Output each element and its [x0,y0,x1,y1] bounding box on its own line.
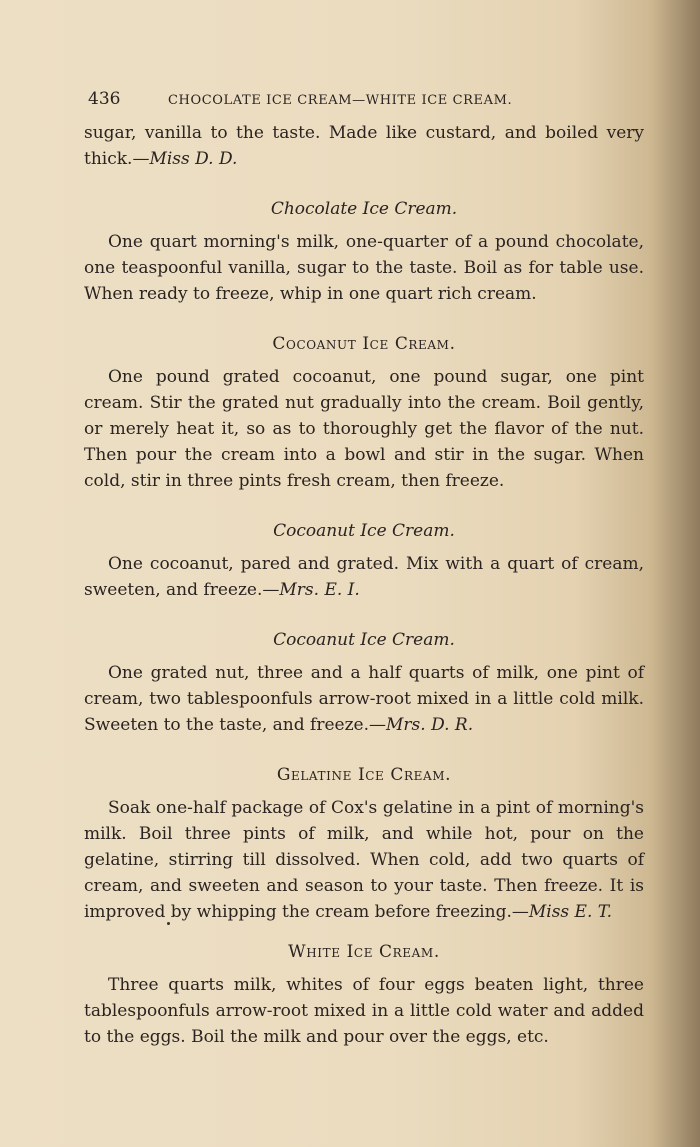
recipe-body-cocoanut-3: One grated nut, three and a half quarts of milk, one pint of cream, two tablespoonfuls arrow-root mixed in a little cold milk. Sweeten to the taste, and freeze.— [84,663,644,735]
page-header [84,86,644,112]
recipe-title-cocoanut-1: Cocoanut Ice Cream. [272,334,456,354]
recipe-title-cocoanut-2: Cocoanut Ice Cream. [273,521,455,541]
continuation-signature: Miss D. D. [149,149,238,169]
recipe-signature-cocoanut-2: Mrs. E. I. [279,580,360,600]
recipe-paragraph-gelatine [84,795,644,925]
ink-speck [167,922,170,925]
recipe-body-cocoanut-2: One cocoanut, pared and grated. Mix with a quart of cream, sweeten, and freeze.— [84,554,644,600]
recipe-title-gelatine: Gelatine Ice Cream. [276,765,452,785]
recipe-body-chocolate: One quart morning's milk, one-quarter of a pound chocolate, one teaspoonful vanilla, sugar to the taste. Boil as for table use. When ready to freeze, whip in one quart rich cream. [84,232,644,304]
recipe-body-cocoanut-1: One pound grated cocoanut, one pound sugar, one pint cream. Stir the grated nut gradually into the cream. Boil gently, or merely heat it, so as to thoroughly get the flavor of the nut. Then pour the cream into a bowl and stir in the sugar. When cold, stir in three pints fresh cream, then freeze. [84,367,644,491]
page-content [84,86,644,1050]
recipe-paragraph-cocoanut-2 [84,551,644,603]
recipe-title-cocoanut-3: Cocoanut Ice Cream. [273,630,455,650]
recipe-body-gelatine: Soak one-half package of Cox's gelatine in a pint of morning's milk. Boil three pints of milk, and while hot, pour on the gelatine, stirring till dissolved. When cold, add two quarts of cream, and sweeten and season to your taste. Then freeze. It is improved by whipping the cream before freezing.— [84,798,644,922]
recipe-body-white: Three quarts milk, whites of four eggs beaten light, three tablespoonfuls arrow-root mixed in a little cold water and added to the eggs. Boil the milk and pour over the eggs, etc. [84,975,644,1047]
continuation-paragraph [84,120,644,172]
recipe-title-white: White Ice Cream. [288,942,440,962]
page-number: 436 [88,89,121,109]
continuation-text: sugar, vanilla to the taste. Made like custard, and boiled very thick.— [84,123,644,169]
recipe-signature-gelatine: Miss E. T. [528,902,613,922]
recipe-paragraph-cocoanut-3 [84,660,644,738]
recipe-signature-cocoanut-3: Mrs. D. R. [386,715,474,735]
running-head: CHOCOLATE ICE CREAM—WHITE ICE CREAM. [168,93,513,108]
recipe-title-chocolate: Chocolate Ice Cream. [270,199,458,219]
